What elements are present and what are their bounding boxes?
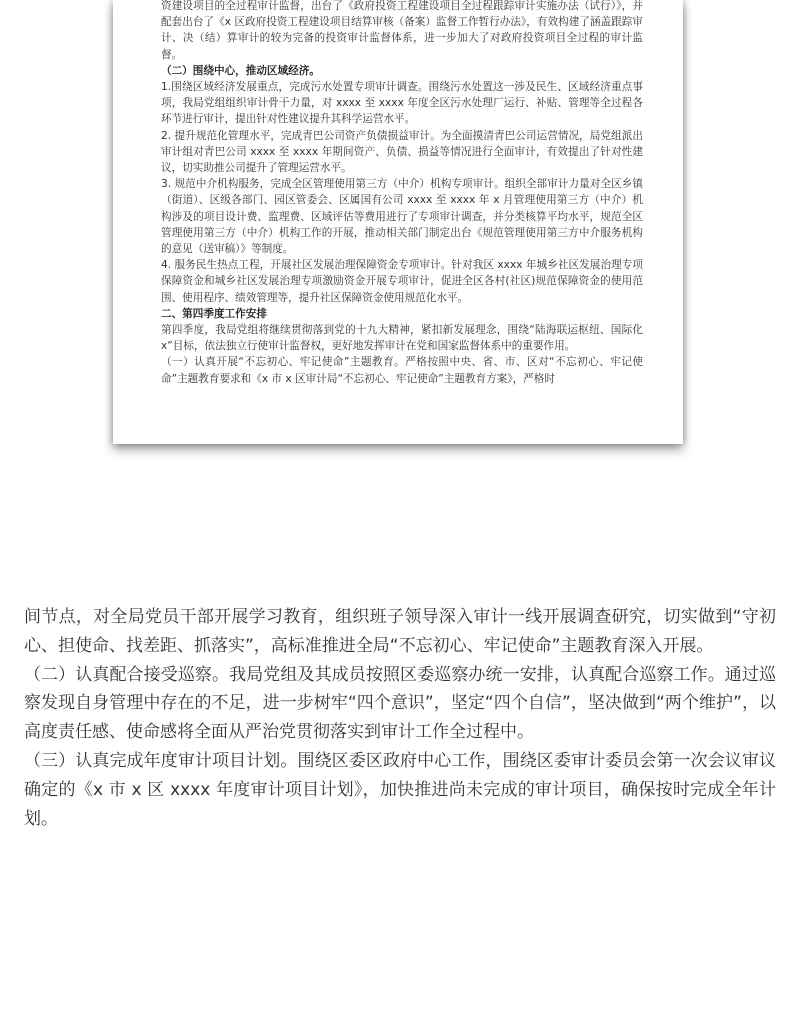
doc-paragraph: 第四季度，我局党组将继续贯彻落到党的十九大精神，紧扣新发展理念，围绕“陆海联运枢纽、国际化 x”目标，依法独立行使审计监督权，更好地发挥审计在党和国家监督体系中的重要作用。	[161, 324, 643, 353]
doc-paragraph: （一）认真开展“不忘初心、牢记使命”主题教育。严格按照中央、省、市、区对“不忘初心、牢记使命”主题教育要求和《x 市 x 区审计局“不忘初心、牢记使命”主题教育方案》，严格时	[161, 356, 643, 385]
doc-paragraph: 4. 服务民生热点工程，开展社区发展治理保障资金专项审计。针对我区 xxxx 年城乡社区发展治理专项保障资金和城乡社区发展治理专项激励资金开展专项审计，促进全区各村(社区)规范保障资金的使用范围、使用程序、绩效管理等，提升社区保障资金使用规范化水平。	[161, 259, 643, 304]
doc-paragraph: 2. 提升规范化管理水平，完成青巴公司资产负债损益审计。为全面摸清青巴公司运营情况，局党组派出审计组对青巴公司 xxxx 至 xxxx 年期间资产、负债、损益等情况进行全面审计，有效提出了针对性建议，切实助推公司提升了管理运营水平。	[161, 129, 643, 175]
doc-section-heading: （二）围绕中心，推动区域经济。	[161, 64, 320, 77]
document-page-content	[113, 0, 683, 387]
document-page-preview	[113, 0, 683, 444]
doc-paragraph: 1.围绕区域经济发展重点，完成污水处置专项审计调查。围绕污水处置这一涉及民生、区域经济重点事项，我局党组组织审计骨干力量，对 xxxx 至 xxxx 年度全区污水处理厂运行、补贴、管理等全过程各环节进行审计，提出针对性建议提升其科学运营水平。	[161, 81, 643, 126]
body-paragraph: （三）认真完成年度审计项目计划。围绕区委区政府中心工作，围绕区委审计委员会第一次会议审议确定的《x 市 x 区 xxxx 年度审计项目计划》，加快推进尚未完成的审计项目，确保按时完成全年计划。	[24, 750, 776, 829]
doc-section-heading: 二、第四季度工作安排	[161, 307, 267, 320]
document-body-text	[24, 603, 776, 833]
doc-paragraph: 资建设项目的全过程审计监督，出台了《政府投资工程建设项目全过程跟踪审计实施办法（试行）》，并配套出台了《x 区政府投资工程建设项目结算审核（备案）监督工作暂行办法》，有效构建了涵盖跟踪审计、决（结）算审计的较为完备的投资审计监督体系，进一步加大了对政府投资项目全过程的审计监督。	[161, 0, 643, 61]
body-paragraph: 间节点，对全局党员干部开展学习教育，组织班子领导深入审计一线开展调查研究，切实做到“守初心、担使命、找差距、抓落实”，高标准推进全局“不忘初心、牢记使命”主题教育深入开展。	[24, 607, 776, 656]
body-paragraph: （二）认真配合接受巡察。我局党组及其成员按照区委巡察办统一安排，认真配合巡察工作。通过巡察发现自身管理中存在的不足，进一步树牢“四个意识”，坚定“四个自信”，坚决做到“两个维护”，以高度责任感、使命感将全面从严治党贯彻落实到审计工作全过程中。	[24, 664, 776, 743]
doc-paragraph: 3. 规范中介机构服务，完成全区管理使用第三方（中介）机构专项审计。组织全部审计力量对全区乡镇（街道）、区级各部门、园区管委会、区属国有公司 xxxx 至 xxxx 年 x 月管理使用第三方（中介）机构涉及的项目设计费、监理费、区域评估等费用进行了专项审计调查，并分类核算平均水平，规范全区管理使用第三方（中介）机构工作的开展，推动相关部门制定出台《规范管理使用第三方中介服务机构的意见（送审稿）》等制度。	[161, 178, 643, 256]
